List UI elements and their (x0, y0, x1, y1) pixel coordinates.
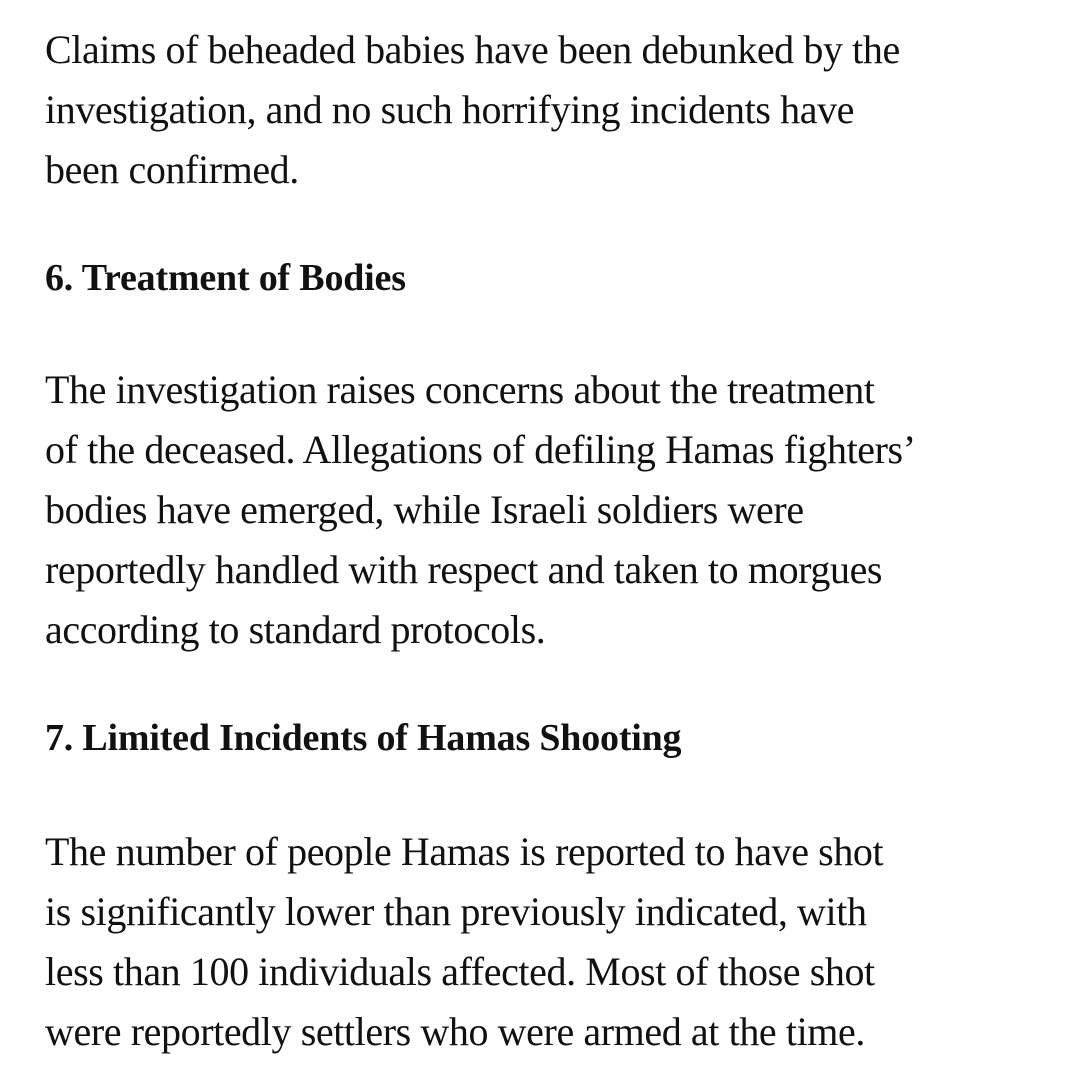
text-line: were reportedly settlers who were armed at the time. (45, 1009, 865, 1054)
text-line: is significantly lower than previously indicated, with (45, 889, 867, 934)
text-line: reportedly handled with respect and taken to morgues (45, 547, 883, 592)
text-line: been confirmed. (45, 147, 299, 192)
section-heading-treatment-of-bodies: 6. Treatment of Bodies (45, 257, 406, 299)
text-line: Claims of beheaded babies have been debunked by the (45, 27, 900, 72)
text-line: less than 100 individuals affected. Most of those shot (45, 949, 875, 994)
text-line: of the deceased. Allegations of defiling Hamas fighters’ (45, 427, 916, 472)
text-line: investigation, and no such horrifying incidents have (45, 87, 855, 132)
text-line: The investigation raises concerns about the treatment (45, 367, 875, 412)
section-paragraph-limited-incidents (45, 822, 883, 1062)
section-heading-limited-incidents: 7. Limited Incidents of Hamas Shooting (45, 717, 682, 759)
text-line: bodies have emerged, while Israeli soldiers were (45, 487, 804, 532)
intro-paragraph (45, 20, 900, 200)
section-paragraph-treatment-of-bodies (45, 360, 916, 660)
text-line: according to standard protocols. (45, 607, 546, 652)
text-line: The number of people Hamas is reported to have shot (45, 829, 884, 874)
